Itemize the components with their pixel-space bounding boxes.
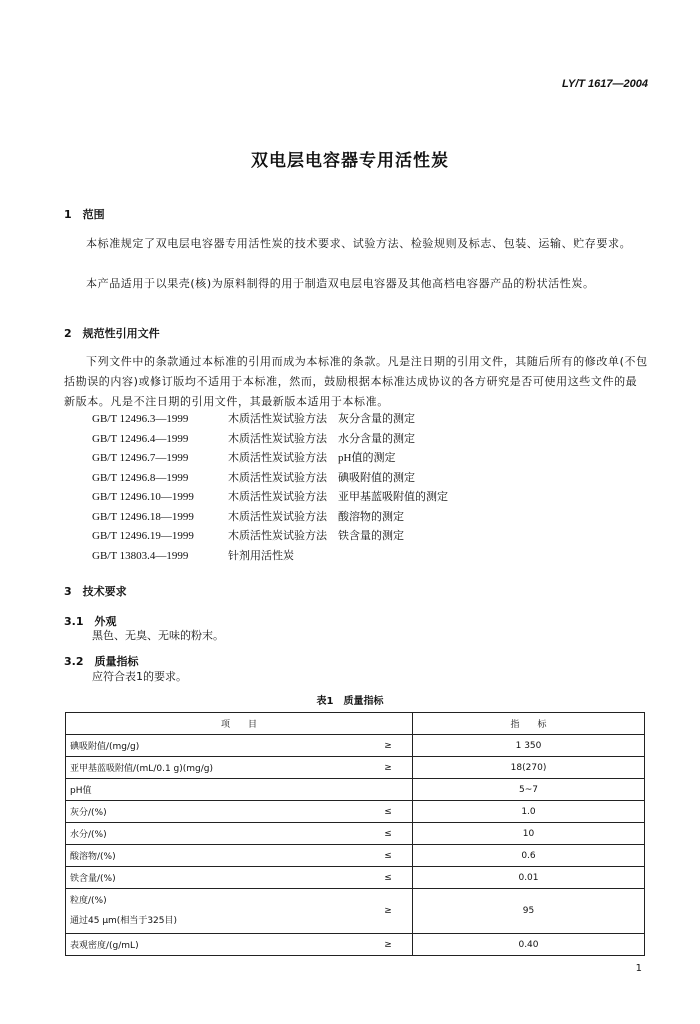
reference-title: 木质活性炭试验方法 pH值的测定 [228, 452, 396, 464]
comparison-symbol: ≥ [364, 735, 413, 757]
table-row [66, 779, 645, 801]
table-row [66, 889, 645, 934]
item-label: 表观密度/(g/mL) [70, 941, 139, 951]
section-2-para: 下列文件中的条款通过本标准的引用而成为本标准的条款。凡是注日期的引用文件，其随后所有的修改单(不包括勘误的内容)或修订版均不适用于本标准，然而，鼓励根据本标准达成协议的各方研究是否可使用这些文件的最新版本。凡是不注日期的引用文件，其最新版本适用于本标准。 [64, 355, 648, 408]
value-cell: 1 350 [413, 735, 645, 757]
table-row [66, 801, 645, 823]
reference-item [92, 527, 404, 543]
section-3-2-text: 应符合表1的要求。 [92, 670, 187, 683]
reference-code: GB/T 12496.19—1999 [92, 530, 194, 542]
comparison-symbol: ≤ [364, 867, 413, 889]
reference-code: GB/T 12496.10—1999 [92, 491, 194, 503]
col-header-value: 指 标 [413, 713, 645, 735]
section-3-1-text: 黑色、无臭、无味的粉末。 [92, 629, 224, 642]
item-label: 酸溶物/(%) [70, 852, 116, 862]
value-cell: 0.40 [413, 934, 645, 956]
section-3-1-heading: 3.1 外观 [64, 615, 117, 628]
reference-item [92, 469, 415, 485]
value-cell: 0.01 [413, 867, 645, 889]
value-cell: 95 [413, 889, 645, 934]
section-2-heading: 2 规范性引用文件 [64, 327, 160, 340]
section-3-2-heading: 3.2 质量指标 [64, 655, 139, 668]
value-cell: 10 [413, 823, 645, 845]
reference-title: 木质活性炭试验方法 铁含量的测定 [228, 530, 404, 542]
reference-code: GB/T 12496.8—1999 [92, 471, 189, 484]
item-label: 亚甲基蓝吸附值/(mL/0.1 g)(mg/g) [70, 764, 214, 774]
section-1-para-2: 本产品适用于以果壳(核)为原料制得的用于制造双电层电容器及其他高档电容器产品的粉状活性炭。 [86, 277, 595, 290]
item-note: 通过45 μm(相当于325目) [70, 916, 178, 926]
reference-item [92, 547, 294, 563]
document-title: 双电层电容器专用活性炭 [251, 151, 449, 171]
quality-table [65, 712, 645, 956]
col-header-item: 项 目 [66, 713, 413, 735]
standard-number: LY/T 1617—2004 [561, 78, 648, 90]
table-row [66, 757, 645, 779]
reference-item [92, 508, 404, 524]
reference-title: 木质活性炭试验方法 亚甲基蓝吸附值的测定 [228, 491, 448, 503]
reference-item [92, 488, 448, 504]
item-label: 碘吸附值/(mg/g) [70, 742, 140, 752]
comparison-symbol: ≤ [364, 823, 413, 845]
table-row [66, 867, 645, 889]
item-label: 水分/(%) [70, 830, 107, 840]
item-label: 粒度/(%) [70, 896, 107, 906]
comparison-symbol [364, 779, 413, 801]
value-cell: 1.0 [413, 801, 645, 823]
reference-title: 针剂用活性炭 [228, 549, 294, 562]
comparison-symbol: ≤ [364, 801, 413, 823]
comparison-symbol: ≥ [364, 934, 413, 956]
table-row [66, 735, 645, 757]
item-label: pH值 [70, 786, 92, 796]
reference-title: 木质活性炭试验方法 酸溶物的测定 [228, 510, 404, 523]
section-3-heading: 3 技术要求 [64, 585, 127, 598]
section-1-heading: 1 范围 [64, 208, 105, 221]
reference-code: GB/T 12496.4—1999 [92, 432, 189, 445]
comparison-symbol: ≤ [364, 845, 413, 867]
reference-item [92, 430, 415, 446]
item-label: 铁含量/(%) [70, 874, 116, 884]
reference-code: GB/T 12496.3—1999 [92, 413, 189, 425]
reference-item [92, 449, 395, 465]
value-cell: 5~7 [413, 779, 645, 801]
reference-code: GB/T 13803.4—1999 [92, 549, 189, 562]
reference-code: GB/T 12496.7—1999 [92, 452, 189, 464]
reference-title: 木质活性炭试验方法 水分含量的测定 [228, 432, 415, 445]
table-row [66, 845, 645, 867]
comparison-symbol: ≥ [364, 757, 413, 779]
item-label: 灰分/(%) [70, 808, 107, 818]
value-cell: 0.6 [413, 845, 645, 867]
table-row [66, 934, 645, 956]
reference-title: 木质活性炭试验方法 灰分含量的测定 [228, 413, 415, 425]
value-cell: 18(270) [413, 757, 645, 779]
table-row [66, 823, 645, 845]
section-1-para-1: 本标准规定了双电层电容器专用活性炭的技术要求、试验方法、检验规则及标志、包装、运输、贮存要求。 [86, 237, 632, 250]
table-caption: 表1 质量指标 [316, 696, 384, 707]
page-number: 1 [635, 963, 642, 974]
comparison-symbol: ≥ [364, 889, 413, 934]
reference-item [92, 410, 415, 426]
reference-title: 木质活性炭试验方法 碘吸附值的测定 [228, 471, 415, 484]
reference-code: GB/T 12496.18—1999 [92, 510, 194, 523]
